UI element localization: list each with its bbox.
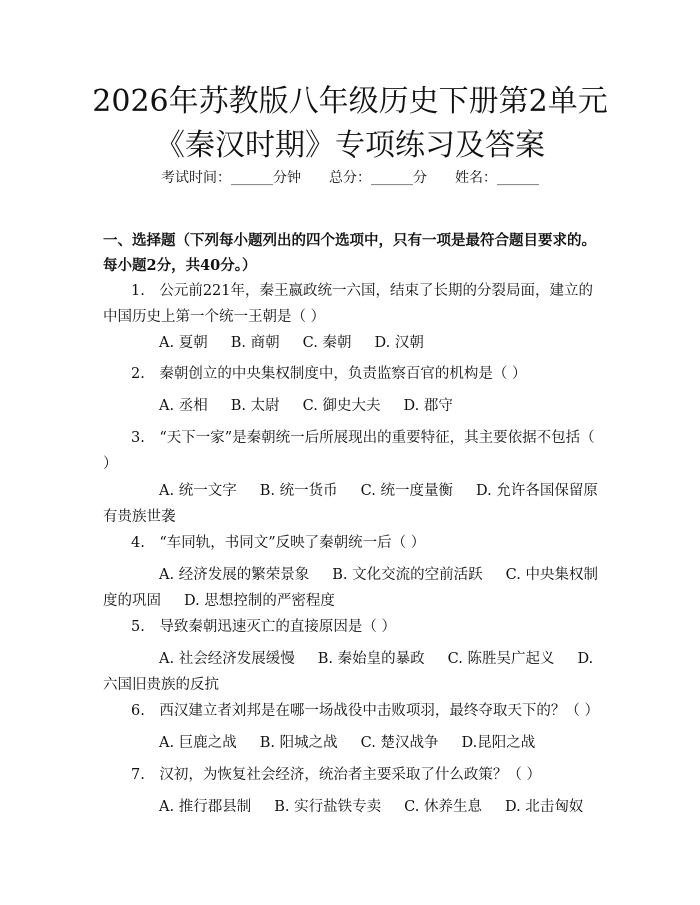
option-b: B. 阳城之战 xyxy=(259,735,338,751)
option-b: B. 商朝 xyxy=(230,335,280,351)
option-d: D. 郡守 xyxy=(403,398,453,414)
question-4 xyxy=(103,530,601,556)
option-b: B. 文化交流的空前活跃 xyxy=(332,567,483,583)
section-heading: 一、选择题（下列每小题列出的四个选项中，只有一项是最符合题目要求的。每小题2分，共40分。） xyxy=(103,232,596,274)
option-a: A. 夏朝 xyxy=(159,335,208,351)
option-b: B. 统一货币 xyxy=(259,483,338,499)
option-a: A. 经济发展的繁荣景象 xyxy=(159,567,310,583)
question-5 xyxy=(103,614,601,640)
option-c: C. 御史大夫 xyxy=(302,398,381,414)
option-b: B. 秦始皇的暴政 xyxy=(317,651,425,667)
question-2-options xyxy=(103,393,601,419)
question-stem: 6. 西汉建立者刘邦是在哪一场战役中击败项羽，最终夺取天下的？（ ） xyxy=(131,703,599,719)
option-a: A. 推行郡县制 xyxy=(159,799,252,815)
question-2 xyxy=(103,361,601,387)
question-6 xyxy=(103,698,601,724)
question-3 xyxy=(103,425,601,477)
option-a: A. 巨鹿之战 xyxy=(159,735,237,751)
question-1-options xyxy=(103,330,601,356)
option-c: C. 统一度量衡 xyxy=(360,483,453,499)
option-d: D. 允许各国保留原有贵族世袭 xyxy=(103,483,598,525)
question-stem: 1. 公元前221年，秦王嬴政统一六国，结束了长期的分裂局面，建立的中国历史上第一个统一王朝是（ ） xyxy=(103,283,594,325)
option-c: C. 楚汉战争 xyxy=(360,735,439,751)
option-a: A. 社会经济发展缓慢 xyxy=(159,651,295,667)
question-1 xyxy=(103,278,601,330)
question-stem: 2. 秦朝创立的中央集权制度中，负责监察百官的机构是（ ） xyxy=(131,366,527,382)
option-a: A. 丞相 xyxy=(159,398,208,414)
option-c: C. 陈胜吴广起义 xyxy=(447,651,555,667)
option-d: D. 六国旧贵族的反抗 xyxy=(103,651,594,693)
option-d: D. 思想控制的严密程度 xyxy=(184,593,335,609)
option-b: B. 太尉 xyxy=(230,398,280,414)
option-c: C. 秦朝 xyxy=(302,335,352,351)
question-stem: 7. 汉初，为恢复社会经济，统治者主要采取了什么政策？（ ） xyxy=(131,767,541,783)
exam-info-line: 考试时间：______分钟 总分：______分 姓名：______ xyxy=(161,170,539,186)
question-stem: 5. 导致秦朝迅速灭亡的直接原因是（ ） xyxy=(131,619,396,635)
question-stem: 4. “车同轨，书同文”反映了秦朝统一后（ ） xyxy=(131,535,426,551)
option-b: B. 实行盐铁专卖 xyxy=(274,799,382,815)
option-d: D. 北击匈奴 xyxy=(505,799,584,815)
question-3-options xyxy=(103,478,601,530)
question-stem: 3. “天下一家”是秦朝统一后所展现出的重要特征，其主要依据不包括（ ） xyxy=(103,430,595,472)
question-4-options xyxy=(103,562,601,614)
option-d: D.昆阳之战 xyxy=(461,735,536,751)
option-c: C. 中央集权制度的巩固 xyxy=(103,567,598,609)
option-d: D. 汉朝 xyxy=(374,335,424,351)
question-7 xyxy=(103,762,601,788)
question-5-options xyxy=(103,646,601,698)
document-title: 2026年苏教版八年级历史下册第2单元《秦汉时期》专项练习及答案 xyxy=(92,84,608,163)
question-6-options xyxy=(103,730,601,756)
question-7-options xyxy=(103,794,601,820)
option-c: C. 休养生息 xyxy=(404,799,482,815)
option-a: A. 统一文字 xyxy=(159,483,237,499)
